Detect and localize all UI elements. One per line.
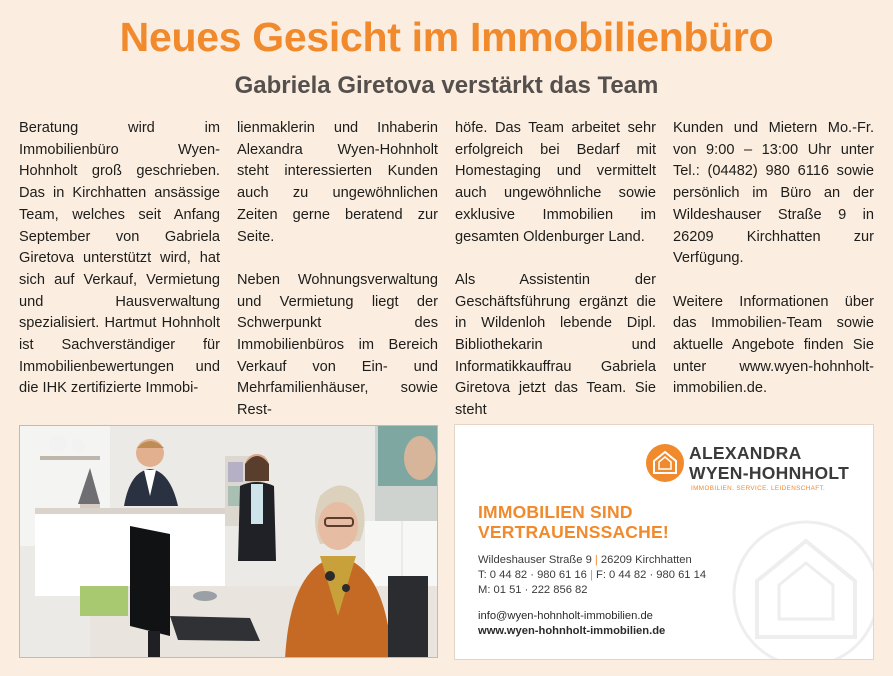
brand-name-last: WYEN-HOHNHOLT: [689, 463, 850, 483]
paragraph: Beratung wird im Immobilienbüro Wyen-Hohnholt groß geschrieben. Das in Kirchhatten ansässige Team, welches seit Anfang September von Gabriela Giretova unterstützt wird, hat sich auf Verkauf, Vermietung und Hausverwaltung spezialisiert. Hartmut Hohnholt ist Sachverständiger für Immobilienbewertungen und die IHK zertifizierte Immobi-: [19, 120, 220, 397]
headline: Neues Gesicht im Immobilienbüro: [119, 14, 774, 60]
house-watermark-icon: [731, 519, 874, 660]
separator: |: [594, 554, 598, 566]
address-street: Wildeshauser Straße 9: [478, 554, 592, 566]
ad-contact-block: [478, 609, 665, 639]
article-column-4: [673, 118, 874, 422]
claim-line-1: IMMOBILIEN SIND: [478, 502, 633, 522]
article-body: [19, 118, 875, 422]
subheadline: Gabriela Giretova verstärkt das Team: [234, 72, 659, 99]
ad-address-block: [478, 553, 706, 598]
paragraph: Neben Wohnungsverwaltung und Vermietung liegt der Schwerpunkt des Immobilienbüros im Bereich Verkauf von Ein- und Mehrfamilienhäuser, sowie Rest-: [237, 271, 438, 419]
paragraph: Kunden und Mietern Mo.-Fr. von 9:00 – 13:00 Uhr unter Tel.: (04482) 980 6116 sowie persönlich im Büro an der Wildeshauser Straße 9 in 26209 Kirchhatten zur Verfügung.: [673, 120, 874, 267]
address-city: 26209 Kirchhatten: [600, 554, 692, 566]
paragraph: lienmaklerin und Inhaberin Alexandra Wyen-Hohnholt steht interessierten Kunden auch zu ungewöhnlichen Zeiten gerne beratend zur Seite.: [237, 120, 438, 245]
brand-name-first: ALEXANDRA: [689, 443, 802, 463]
advertisement: [454, 424, 874, 660]
house-icon: [646, 444, 684, 482]
article-column-1: [19, 118, 220, 422]
photo-illustration: [20, 426, 438, 658]
article-column-3: [455, 118, 656, 422]
paragraph: Als Assistentin der Geschäftsführung ergänzt die in Wildenloh lebende Dipl. Bibliothekarin und Informatikkauffrau Gabriela Giretova jetzt das Team. Sie steht: [455, 271, 656, 419]
email-link[interactable]: info@wyen-hohnholt-immobilien.de: [478, 610, 653, 622]
article-column-2: [237, 118, 438, 422]
mobile-number: M: 01 51 · 222 856 82: [478, 584, 588, 596]
separator: |: [589, 569, 593, 581]
claim-line-2: VERTRAUENSSACHE!: [478, 522, 669, 542]
fax-number: F: 0 44 82 · 980 61 14: [595, 569, 707, 581]
ad-claim: [478, 502, 669, 542]
paragraph: Weitere Informationen über das Immobilien-Team sowie aktuelle Angebote finden Sie unter www.wyen-hohnholt-immobilien.de.: [673, 293, 874, 397]
brand-tagline: IMMOBILIEN. SERVICE. LEIDENSCHAFT.: [691, 485, 826, 492]
paragraph: höfe. Das Team arbeitet sehr erfolgreich bei Bedarf mit Homestaging und vermittelt auch ungewöhnliche sowie exklusive Immobilien im gesamten Oldenburger Land.: [455, 120, 656, 245]
office-team-photo: [19, 425, 438, 658]
phone-number: T: 0 44 82 · 980 61 16: [478, 569, 587, 581]
website-link[interactable]: www.wyen-hohnholt-immobilien.de: [478, 625, 666, 637]
